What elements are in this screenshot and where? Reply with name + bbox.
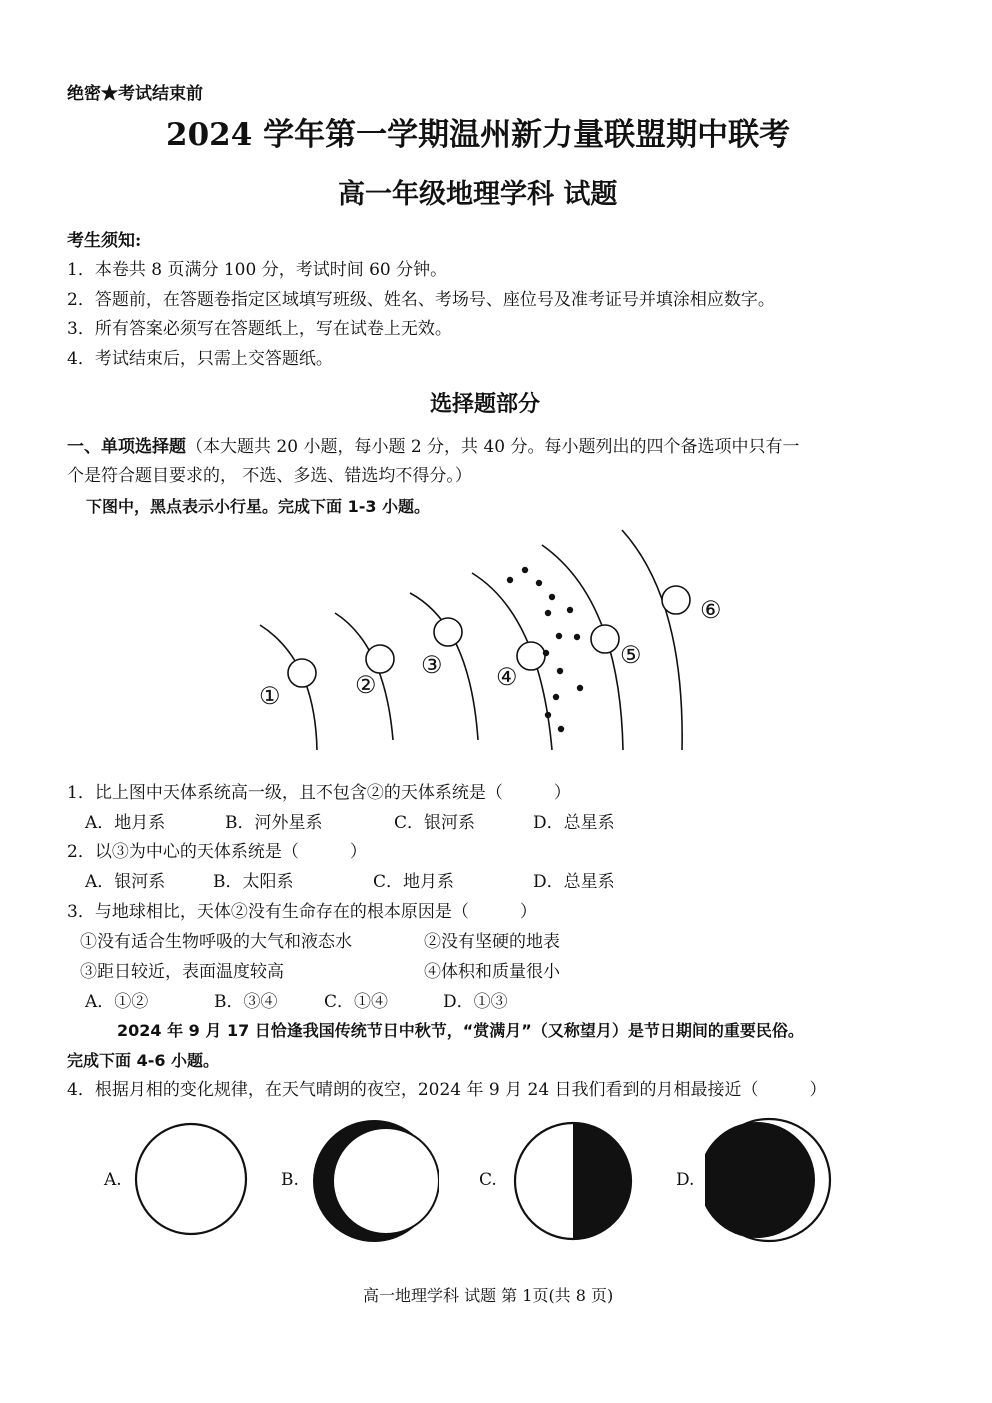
q2-stem: 2．以③为中心的天体系统是（ ） (67, 842, 367, 862)
q1-option-c: C．银河系 (394, 813, 476, 833)
part1-desc-line1: （本大题共 20 小题，每小题 2 分，共 40 分。每小题列出的四个备选项中只有一 (186, 437, 800, 457)
label-6: ⑥ (700, 596, 722, 624)
q2-option-a: A．银河系 (85, 872, 166, 892)
q3-option-b: B．③④ (214, 992, 278, 1012)
exam-title: 2024 学年第一学期温州新力量联盟期中联考 (166, 117, 791, 153)
exam-subtitle: 高一年级地理学科 试题 (338, 179, 618, 210)
part1-desc-line2: 个是符合题目要求的， 不选、多选、错选均不得分。） (67, 466, 472, 486)
planet-5 (591, 625, 619, 653)
q4-option-a-label: A. (104, 1170, 122, 1190)
notice-item-3: 3．所有答案必须写在答题纸上，写在试卷上无效。 (67, 319, 452, 339)
label-2: ② (355, 671, 377, 699)
q3-option-a: A．①② (85, 992, 149, 1012)
moon-waxing-crescent-icon (705, 1116, 835, 1244)
label-1: ① (259, 682, 281, 710)
planet-2 (366, 645, 394, 673)
planet-6 (662, 586, 690, 614)
solar-system-diagram (250, 525, 750, 750)
q4-option-c-label: C. (479, 1170, 497, 1190)
confidential-mark: 绝密★考试结束前 (67, 84, 203, 104)
orbit-6 (622, 530, 682, 750)
intro-questions-4-6-line2: 完成下面 4-6 小题。 (67, 1051, 220, 1070)
q1-option-d: D．总星系 (533, 813, 615, 833)
part1-label: 一、单项选择题 (67, 437, 186, 457)
label-5: ⑤ (620, 641, 642, 669)
planet-4 (517, 642, 545, 670)
label-3: ③ (421, 651, 443, 679)
q3-statement-2: ②没有坚硬的地表 (424, 932, 560, 952)
planet-3 (434, 618, 462, 646)
section-title: 选择题部分 (430, 391, 541, 417)
notice-item-2: 2．答题前，在答题卷指定区域填写班级、姓名、考场号、座位号及准考证号并填涂相应数字。 (67, 290, 775, 310)
q3-statement-3: ③距日较近，表面温度较高 (80, 962, 284, 982)
q4-option-d-label: D. (676, 1170, 695, 1190)
notice-item-1: 1．本卷共 8 页满分 100 分，考试时间 60 分钟。 (67, 260, 448, 280)
q1-option-a: A．地月系 (85, 813, 166, 833)
part1-instructions (67, 439, 800, 456)
q1-stem: 1．比上图中天体系统高一级，且不包含②的天体系统是（ ） (67, 783, 571, 803)
intro-questions-4-6-line1: 2024 年 9 月 17 日恰逢我国传统节日中秋节，“赏满月”（又称望月）是节日期间的重要民俗。 (117, 1021, 804, 1040)
planet-1 (288, 659, 316, 687)
intro-questions-1-3: 下图中，黑点表示小行星。完成下面 1-3 小题。 (86, 497, 431, 516)
q1-option-b: B．河外星系 (225, 813, 323, 833)
moon-last-quarter-icon (512, 1120, 634, 1242)
q3-option-d: D．①③ (443, 992, 508, 1012)
notice-heading: 考生须知: (67, 231, 142, 251)
label-4: ④ (496, 663, 518, 691)
q3-stem: 3．与地球相比，天体②没有生命存在的根本原因是（ ） (67, 902, 537, 922)
moon-waning-gibbous-icon (311, 1118, 439, 1244)
q2-option-d: D．总星系 (533, 872, 615, 892)
q4-option-b-label: B. (281, 1170, 299, 1190)
q3-statement-1: ①没有适合生物呼吸的大气和液态水 (80, 932, 352, 952)
moon-full-icon (133, 1121, 249, 1237)
notice-item-4: 4．考试结束后，只需上交答题纸。 (67, 349, 333, 369)
q3-option-c: C．①④ (324, 992, 389, 1012)
q4-stem: 4．根据月相的变化规律，在天气晴朗的夜空，2024 年 9 月 24 日我们看到的月相最接近（ ） (67, 1080, 827, 1100)
page-footer: 高一地理学科 试题 第 1页(共 8 页) (363, 1286, 614, 1305)
q2-option-c: C．地月系 (373, 872, 455, 892)
q2-option-b: B．太阳系 (213, 872, 294, 892)
q3-statement-4: ④体积和质量很小 (424, 962, 560, 982)
